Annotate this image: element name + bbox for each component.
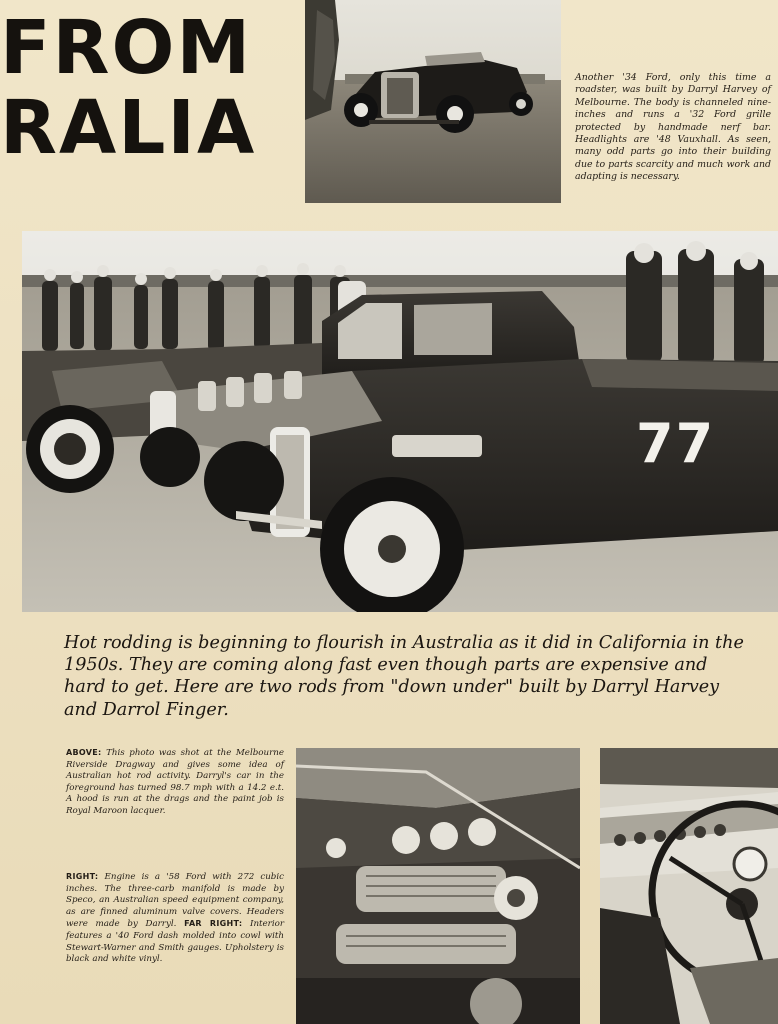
caption-right-text: Engine is a '58 Ford with 272 cubic inches. The three-carb manifold is made by Speco, an Australian speed equipment company, as are finned aluminum valve covers. Headers were made by Darryl. [66,872,284,930]
race-number: 77 [636,412,716,475]
caption-above [66,747,284,818]
intro-paragraph: Hot rodding is beginning to flourish in Australia as it did in California in the 1950s. They are coming along fast even though parts are expensive and hard to get. Here are two rods from "down under" built by Darryl Harvey and Darrol Finger. [64,633,744,720]
roadster-caption: Another '34 Ford, only this time a roadster, was built by Darryl Harvey of Melbourne. The body is channeled nine-inches and runs a '32 Ford grille protected by handmade nerf bar. Headlights are '48 Vauxhall. As seen, many odd parts go into their building due to parts scarcity and much work and adapting is necessary. [575,72,771,183]
headline-line-2: RALIA [0,85,257,171]
caption-right-lead: RIGHT: [66,872,99,881]
caption-far-right-lead: FAR RIGHT: [184,919,243,929]
headline-line-1: FROM [0,5,253,91]
dashboard-photo [600,748,778,1024]
headline [0,5,300,171]
caption-above-text: This photo was shot at the Melbourne Riverside Dragway and gives some idea of Australian hot rod activity. Darryl's car in the foreground has turned 98.7 mph with a 14.2 e.t. A hood is run at the drags and the paint job is Royal Maroon lacquer. [66,748,284,816]
caption-far-right-text: Interior features a '40 Ford dash molded into cowl with Stewart-Warner and Smith gauges. Upholstery is black and white vinyl. [66,919,284,965]
roadster-photo [305,0,561,203]
dragway-photo [22,231,778,612]
caption-right [66,871,284,966]
engine-photo [296,748,580,1024]
caption-above-lead: ABOVE: [66,748,102,757]
